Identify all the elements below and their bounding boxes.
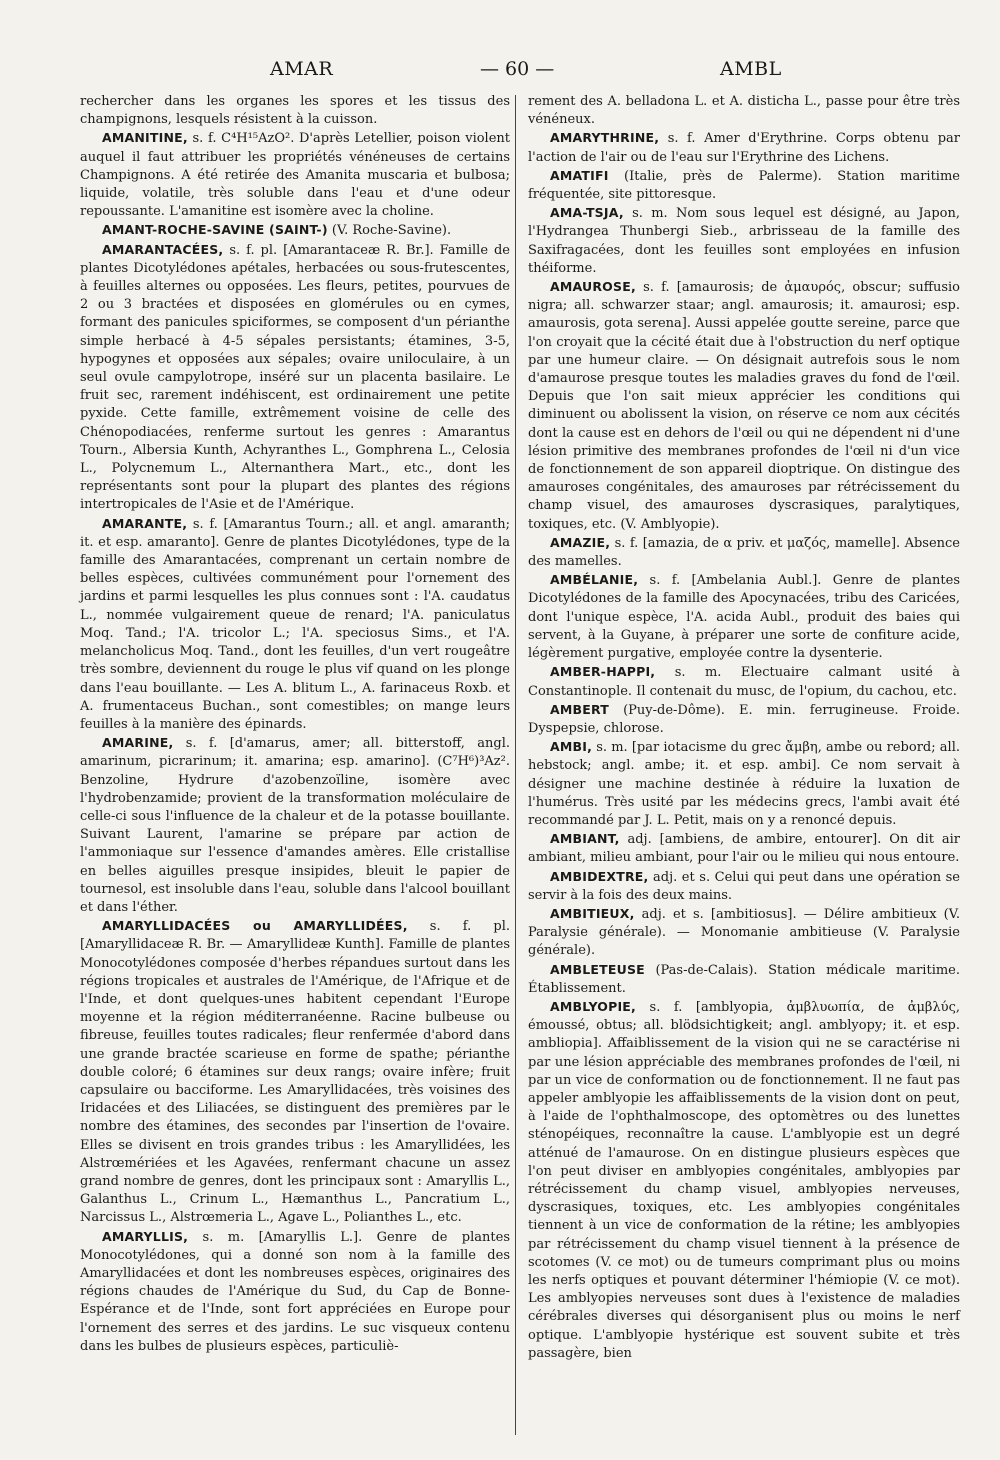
left-column	[80, 93, 510, 1356]
entry-headword: AMARYLLIDACÉES ou AMARYLLIDÉES,	[102, 918, 408, 934]
entry-text: s. f. pl. [Amarantaceæ R. Br.]. Famille de plantes Dicotylédones apétales, herbacées ou sous-frutescentes, à feuilles alternes ou opposées. Les fleurs, petites, pourvues de 2 ou 3 bractées et disposées en glomérules ou en cymes, formant des panicules spiciformes, se composent d'un périanthe simple herbacé à 4-5 sépales persistants; étamines, 3-5, hypogynes et opposées aux sépales; ovaire uniloculaire, à un seul ovule campylotrope, inséré sur un placenta basilaire. Le fruit sec, rarement indéhiscent, est ordinairement une petite pyxide. Cette famille, extrêmement voisine de celle des Chénopodiacées, renferme surtout les genres : Amarantus Tourn., Albersia Kunth, Achyranthes L., Gomphrena L., Celosia L., Polycnemum L., Alternanthera Mart., etc., dont les représentants sont pour la plupart des plantes des régions intertropicales de l'Asie et de l'Amérique.	[80, 242, 510, 513]
entry-text: (Pas-de-Calais). Station médicale maritime. Établissement.	[528, 962, 960, 996]
page-number: — 60 —	[480, 58, 555, 80]
entry-text: s. f. [amblyopia, ἀμβλυωπία, de ἀμβλύς, émoussé, obtus; all. blödsichtigkeit; angl. amblyopy; it. et esp. ambliopia]. Affaiblissement de la vision qui ne se caractérise ni par une lésion appréciable des membranes profondes de l'œil, ni par un vice de conformation ou de fonctionnement. Il ne faut pas appeler amblyopie les affaiblissements de la vision dont on peut, à l'aide de l'ophthalmoscope, des optomètres ou des lunettes sténopéiques, reconnaître la cause. L'amblyopie est un degré atténué de l'amaurose. On en distingue plusieurs espèces que l'on peut diviser en amblyopies congénitales, amblyopies par rétrécissement du champ visuel, amblyopies nerveuses, dyscrasiques, toxiques, etc. Les amblyopies congénitales tiennent à un vice de conformation de la rétine; les amblyopies par rétrécissement du champ visuel tiennent à la présence de scotomes (V. ce mot) ou de tumeurs comprimant plus ou moins les nerfs optiques et pouvant déterminer l'hémiopie (V. ce mot). Les amblyopies nerveuses sont dues à l'existence de maladies cérébrales diverses qui désorganisent plus ou moins le nerf optique. L'amblyopie hystérique est souvent subite et très passagère, bien	[528, 999, 960, 1361]
entry-text: adj. et s. Celui qui peut dans une opération se servir à la fois des deux mains.	[528, 869, 960, 903]
entry-text: (Italie, près de Palerme). Station maritime fréquentée, site pittoresque.	[528, 168, 960, 203]
dictionary-entry	[80, 241, 510, 515]
dictionary-entry	[528, 961, 960, 998]
dictionary-entry	[80, 93, 510, 129]
entry-headword: AMARYTHRINE,	[550, 130, 660, 146]
dictionary-entry	[80, 129, 510, 221]
entry-headword: AMAZIE,	[550, 534, 611, 550]
dictionary-entry	[528, 93, 960, 129]
entry-headword: AMBER-HAPPI,	[550, 664, 656, 680]
entry-headword: AMARANTACÉES,	[102, 241, 224, 257]
entry-text: s. m. [Amaryllis L.]. Genre de plantes Monocotylédones, qui a donné son nom à la famille des Amaryllidacées et dont les nombreuses espèces, originaires des régions chaudes de l'Amérique du Sud, du Cap de Bonne-Espérance et de l'Inde, sont fort appréciées en Europe pour l'ornement des serres et des jardins. Le suc visqueux contenu dans les bulbes de plusieurs espèces, particuliè-	[80, 1229, 510, 1354]
entry-headword: AMANT-ROCHE-SAVINE (SAINT-)	[102, 222, 328, 238]
entry-text: s. f. pl. [Amaryllidaceæ R. Br. — Amaryllideæ Kunth]. Famille de plantes Monocotylédones composée d'herbes répandues surtout dans les régions tropicales et australes de l'Amérique, de l'Afrique et de l'Inde, et dont quelques-unes habitent cependant l'Europe moyenne et la région méditerranéenne. Racine bulbeuse ou fibreuse, feuilles toutes radicales; fleur renfermée d'abord dans une grande bractée scarieuse en forme de spathe; périanthe double coloré; 6 étamines sur deux rangs; ovaire infère; fruit capsulaire ou bacciforme. Les Amaryllidacées, très voisines des Iridacées et des Liliacées, se distinguent des premières par le nombre des étamines, des secondes par l'insertion de l'ovaire. Elles se divisent en trois grandes tribus : les Amaryllidées, les Alstrœmériées et les Agavées, renfermant chacune un assez grand nombre de genres, dont les principaux sont : Amaryllis L., Galanthus L., Crinum L., Hæmanthus L., Pancratium L., Narcissus L., Alstrœmeria L., Agave L., Polianthes L., etc.	[80, 919, 511, 1226]
entry-text: s. f. [amazia, de α priv. et μαζός, mamelle]. Absence des mamelles.	[528, 535, 960, 570]
entry-headword: AMANITINE,	[102, 130, 188, 146]
dictionary-entry	[528, 738, 960, 830]
entry-text: adj. [ambiens, de ambire, entourer]. On dit air ambiant, milieu ambiant, pour l'air ou le milieu qui nous entoure.	[528, 832, 960, 866]
entry-text: s. f. C⁴H¹⁵AzO². D'après Letellier, poison violent auquel il faut attribuer les propriétés vénéneuses de certains Champignons. A été retirée des Amanita muscaria et bulbosa; liquide, volatile, très soluble dans l'eau et d'une odeur repoussante. L'amanitine est isomère avec la choline.	[80, 131, 510, 220]
entry-text: (Puy-de-Dôme). E. min. ferrugineuse. Froide. Dyspepsie, chlorose.	[528, 702, 960, 736]
entry-text: s. f. [amaurosis; de ἀμαυρός, obscur; suffusio nigra; all. schwarzer staar; angl. amaurosis; it. amaurosi; esp. amaurosis, gota serena]. Aussi appelée goutte sereine, parce que l'on croyait que la cécité était due à l'obstruction du nerf optique par une humeur claire. — On désignait autrefois sous le nom d'amaurose presque toutes les maladies graves du fond de l'œil. Depuis que l'on sait mieux apprécier les conditions qui diminuent ou abolissent la vision, on réserve ce nom aux cécités dont la cause est en dehors de l'œil ou qui ne dépendent ni d'une lésion primitive des membranes profondes de l'œil ni d'un vice de fonctionnement de son appareil dioptrique. On distingue des amauroses congénitales, des amauroses par rétrécissement du champ visuel, des amauroses dyscrasiques, paralytiques, toxiques, etc. (V. Amblyopie).	[528, 280, 960, 532]
entry-headword: AMBÉLANIE,	[550, 572, 639, 588]
entry-text: s. m. Nom sous lequel est désigné, au Japon, l'Hydrangea Thunbergi Sieb., arbrisseau de la famille des Saxifragacées, dont les feuilles sont employées en infusion théiforme.	[528, 206, 960, 276]
dictionary-entry	[528, 167, 960, 204]
entry-headword: AMBIDEXTRE,	[550, 868, 649, 884]
entry-headword: AMBIANT,	[550, 831, 620, 847]
running-head-right: AMBL	[720, 58, 782, 80]
dictionary-entry	[528, 830, 960, 867]
entry-headword: AMBI,	[550, 739, 593, 755]
entry-headword: AMARINE,	[102, 735, 174, 751]
dictionary-entry	[80, 917, 510, 1227]
dictionary-entry	[80, 734, 510, 917]
entry-text: s. m. Electuaire calmant usité à Constantinople. Il contenait du musc, de l'opium, du cachou, etc.	[528, 665, 960, 699]
dictionary-entry	[528, 129, 960, 166]
running-head	[80, 58, 962, 88]
dictionary-entry	[528, 868, 960, 905]
dictionary-entry	[528, 571, 960, 663]
entry-headword: AMATIFI	[550, 167, 609, 183]
entry-text: rement des A. belladona L. et A. disticha L., passe pour être très vénéneux.	[528, 94, 960, 128]
dictionary-entry	[528, 278, 960, 534]
entry-text: s. f. Amer d'Erythrine. Corps obtenu par l'action de l'air ou de l'eau sur l'Erythrine des Lichens.	[528, 131, 960, 165]
entry-headword: AMARYLLIS,	[102, 1228, 189, 1244]
dictionary-entry	[528, 905, 960, 961]
dictionary-entry	[528, 204, 960, 278]
dictionary-entry	[528, 663, 960, 700]
dictionary-entry	[528, 534, 960, 571]
right-column	[528, 93, 960, 1363]
entry-text: adj. et s. [ambitiosus]. — Délire ambitieux (V. Paralysie générale). — Monomanie ambitieuse (V. Paralysie générale).	[528, 906, 960, 959]
entry-headword: AMAUROSE,	[550, 279, 636, 295]
dictionary-entry	[80, 221, 510, 240]
entry-text: (V. Roche-Savine).	[327, 223, 452, 239]
entry-text: s. f. [Ambelania Aubl.]. Genre de plantes Dicotylédones de la famille des Apocynacées, tribu des Caricées, dont l'unique espèce, l'A. acida Aubl., produit des baies qui servent, à la Guyane, à préparer une sorte de confiture acide, légèrement purgative, employée contre la dysenterie.	[528, 573, 960, 662]
entry-text: s. m. [par iotacisme du grec ἄμβη, ambe ou rebord; all. hebstock; angl. ambe; it. et esp. ambi]. Ce nom servait à désigner une machine destinée à réduire la luxation de l'humérus. Très usité par les médecins grecs, l'ambi avait été recommandé par J. L. Petit, mais on y a renoncé depuis.	[528, 740, 960, 828]
dictionary-entry	[80, 515, 510, 734]
entry-headword: AMBERT	[550, 701, 609, 717]
entry-text: rechercher dans les organes les spores et les tissus des champignons, lesquels résistent à la cuisson.	[80, 94, 510, 128]
entry-headword: AMBITIEUX,	[550, 905, 635, 921]
entry-text: s. f. [d'amarus, amer; all. bitterstoff, angl. amarinum, picrarinum; it. amarina; esp. amarino]. (C⁷H⁶)³Az². Benzoline, Hydrure d'azobenzoïline, isomère avec l'hydrobenzamide; provient de la transformation moléculaire de celle-ci sous l'influence de la chaleur et de la potasse bouillante. Suivant Laurent, l'amarine se prépare par action de l'ammoniaque sur l'essence d'amandes amères. Elle cristallise en belles aiguilles presque insipides, bleuit le papier de tournesol, est insoluble dans l'eau, soluble dans l'alcool bouillant et dans l'éther.	[80, 736, 510, 915]
entry-headword: AMBLYOPIE,	[550, 998, 636, 1014]
dictionary-entry	[80, 1228, 510, 1356]
entry-headword: AMA-TSJA,	[550, 205, 624, 221]
dictionary-entry	[528, 998, 960, 1363]
entry-headword: AMBLETEUSE	[550, 961, 645, 977]
running-head-left: AMAR	[270, 58, 334, 80]
column-divider	[515, 95, 516, 1435]
entry-headword: AMARANTE,	[102, 515, 188, 531]
entry-text: s. f. [Amarantus Tourn.; all. et angl. amaranth; it. et esp. amaranto]. Genre de plantes Dicotylédones, type de la famille des Amarantacées, comprenant un certain nombre de belles espèces, cultivées communément pour l'ornement des jardins et parmi lesquelles les plus connues sont : l'A. caudatus L., nommée vulgairement queue de renard; l'A. paniculatus Moq. Tand.; l'A. tricolor L.; l'A. speciosus Sims., et l'A. melancholicus Moq. Tand., dont les feuilles, d'un vert rougeâtre très sombre, deviennent du rouge le plus vif quand on les plonge dans l'eau bouillante. — Les A. blitum L., A. farinaceus Roxb. et A. frumentaceus Buchan., sont comestibles; on mange leurs feuilles à la manière des épinards.	[80, 516, 510, 732]
dictionary-entry	[528, 701, 960, 738]
